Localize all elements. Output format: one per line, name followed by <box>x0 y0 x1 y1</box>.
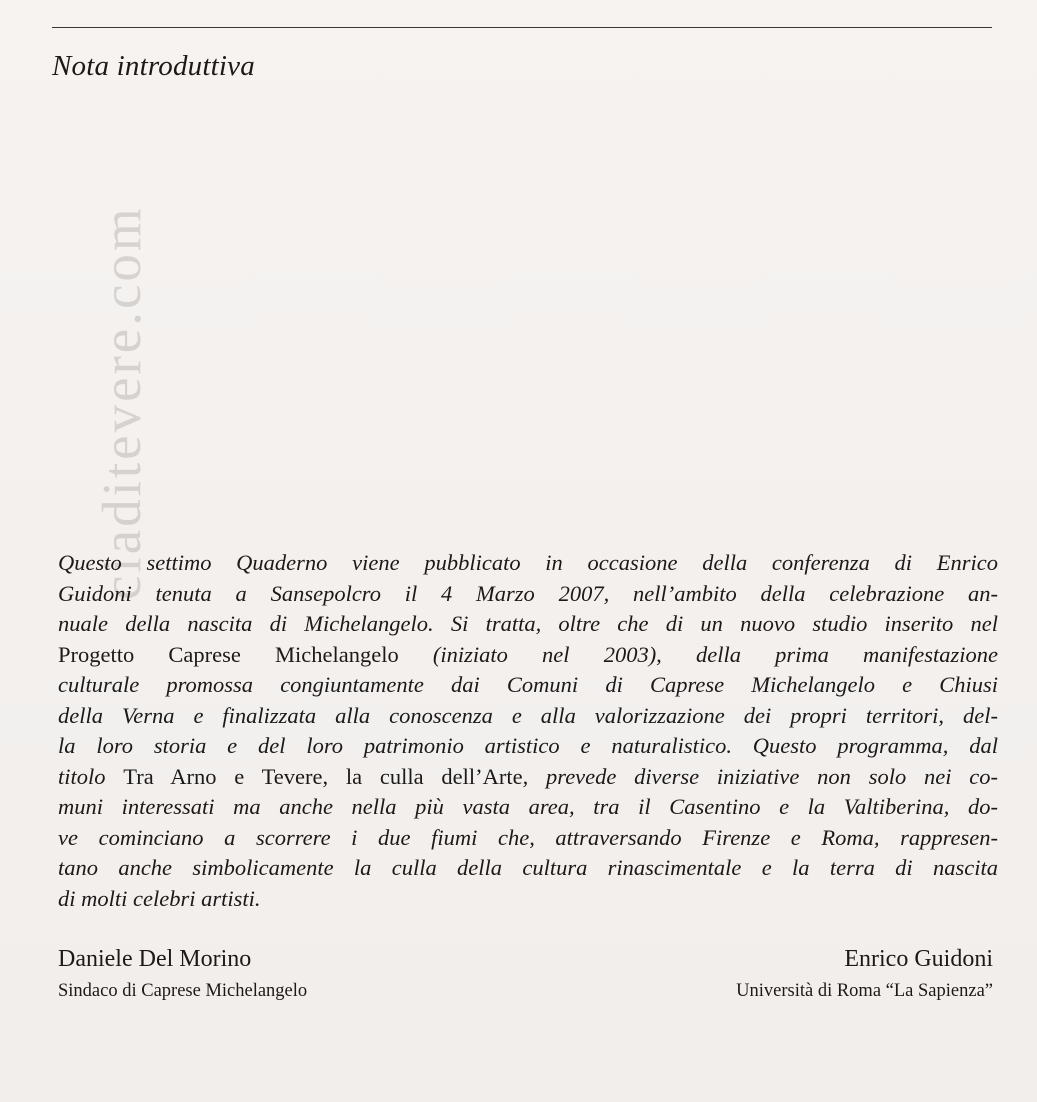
paragraph-line <box>58 579 998 610</box>
paragraph-line <box>58 884 998 915</box>
signature-right-name: Enrico Guidoni <box>844 946 993 972</box>
watermark-text: ciaditevere.com <box>91 205 152 600</box>
signature-right <box>736 942 993 1006</box>
signature-right-role: Università di Roma “La Sapienza” <box>736 981 993 1001</box>
italic-text-run: ve cominciano a scorrere i due fiumi che, attraversando Firenze e Roma, rappresen- <box>58 824 998 850</box>
italic-text-run: (iniziato nel 2003), della prima manifestazione <box>432 641 999 667</box>
paragraph-line <box>58 762 998 793</box>
roman-text-run: Tra Arno e Tevere, la culla dell’Arte <box>123 763 523 789</box>
italic-text-run: tano anche simbolicamente la culla della cultura rinascimentale e la terra di nascita <box>58 855 998 880</box>
italic-text-run: nuale della nascita di Michelangelo. Si tratta, oltre che di un nuovo studio inserito nel <box>58 611 998 636</box>
italic-text-run: Guidoni tenuta a Sansepolcro il 4 Marzo 2007, nell’ambito della celebrazione an- <box>58 580 998 606</box>
intro-paragraph <box>58 548 998 914</box>
signature-left-role: Sindaco di Caprese Michelangelo <box>58 981 308 1001</box>
signature-left <box>58 942 307 1006</box>
italic-text-run: Questo settimo Quaderno viene pubblicato in occasione della conferenza di Enrico <box>58 550 998 575</box>
paragraph-line <box>58 609 998 640</box>
signature-left-name: Daniele Del Morino <box>58 946 252 972</box>
paragraph-line <box>58 853 998 884</box>
italic-text-run: di molti celebri artisti. <box>58 885 261 911</box>
italic-text-run: culturale promossa congiuntamente dai Comuni di Caprese Michelangelo e Chiusi <box>58 672 998 697</box>
top-divider <box>52 27 992 28</box>
paragraph-line <box>58 731 998 762</box>
paragraph-line <box>58 548 998 579</box>
paragraph-line <box>58 701 998 732</box>
paragraph-line <box>58 792 998 823</box>
roman-text-run: Progetto Caprese Michelangelo <box>58 641 433 667</box>
italic-text-run: muni interessati ma anche nella più vasta area, tra il Casentino e la Valtiberina, do- <box>58 794 998 819</box>
paragraph-line <box>58 823 998 854</box>
italic-text-run: la loro storia e del loro patrimonio artistico e naturalistico. Questo programma, dal <box>58 733 998 758</box>
paragraph-line <box>58 640 998 671</box>
italic-text-run: della Verna e finalizzata alla conoscenza e alla valorizzazione dei propri territori, del- <box>58 702 998 728</box>
italic-text-run: , prevede diverse iniziative non solo nei co- <box>522 763 998 789</box>
paragraph-line <box>58 670 998 701</box>
section-title: Nota introduttiva <box>52 50 255 82</box>
italic-text-run: titolo <box>58 763 124 789</box>
